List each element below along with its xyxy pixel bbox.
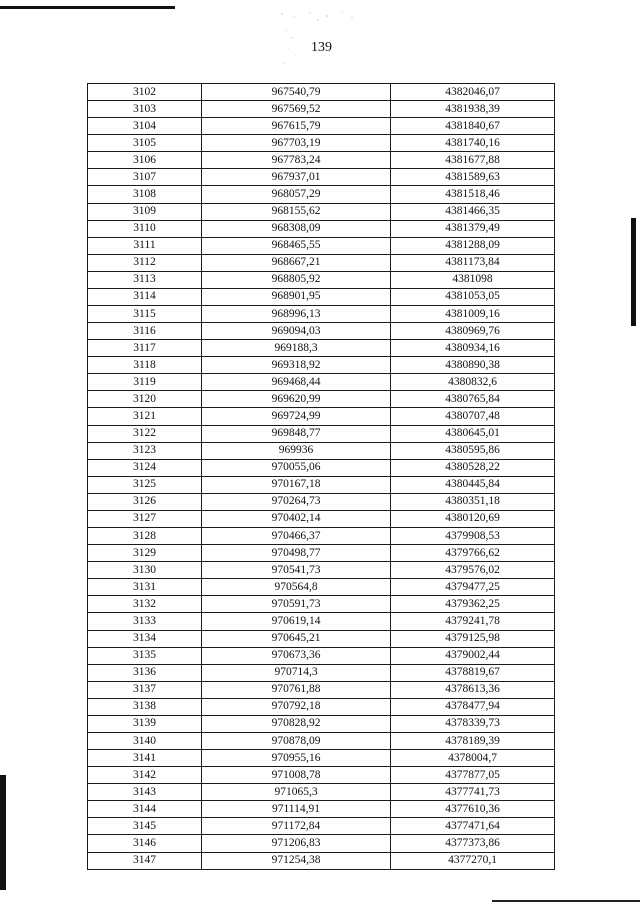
x-coordinate-cell: 969094,03 [202,323,391,340]
y-coordinate-cell: 4380765,84 [391,391,555,408]
x-coordinate-cell: 968057,29 [202,186,391,203]
table-row [88,562,555,579]
x-coordinate-cell: 970402,14 [202,510,391,527]
x-coordinate-cell: 970792,18 [202,698,391,715]
table-row [88,750,555,767]
point-number-cell: 3134 [88,630,202,647]
point-number-cell: 3139 [88,715,202,732]
coordinates-table [87,83,555,870]
x-coordinate-cell: 970878,09 [202,732,391,749]
x-coordinate-cell: 969318,92 [202,357,391,374]
y-coordinate-cell: 4378339,73 [391,715,555,732]
table-row [88,767,555,784]
y-coordinate-cell: 4381589,63 [391,169,555,186]
point-number-cell: 3141 [88,750,202,767]
x-coordinate-cell: 971114,91 [202,801,391,818]
point-number-cell: 3147 [88,852,202,869]
y-coordinate-cell: 4380120,69 [391,510,555,527]
table-row [88,135,555,152]
point-number-cell: 3137 [88,681,202,698]
x-coordinate-cell: 971254,38 [202,852,391,869]
x-coordinate-cell: 967615,79 [202,118,391,135]
y-coordinate-cell: 4377741,73 [391,784,555,801]
table-row [88,545,555,562]
table-row [88,408,555,425]
table-row [88,528,555,545]
x-coordinate-cell: 967783,24 [202,152,391,169]
y-coordinate-cell: 4380934,16 [391,340,555,357]
table-row [88,254,555,271]
y-coordinate-cell: 4378477,94 [391,698,555,715]
point-number-cell: 3127 [88,510,202,527]
point-number-cell: 3126 [88,493,202,510]
y-coordinate-cell: 4379362,25 [391,596,555,613]
table-row [88,101,555,118]
table-row [88,596,555,613]
table-row [88,852,555,869]
y-coordinate-cell: 4377373,86 [391,835,555,852]
y-coordinate-cell: 4379908,53 [391,528,555,545]
x-coordinate-cell: 968308,09 [202,220,391,237]
x-coordinate-cell: 970761,88 [202,681,391,698]
table-row [88,306,555,323]
y-coordinate-cell: 4380595,86 [391,442,555,459]
y-coordinate-cell: 4377270,1 [391,852,555,869]
point-number-cell: 3119 [88,374,202,391]
point-number-cell: 3124 [88,459,202,476]
table-row [88,220,555,237]
x-coordinate-cell: 969188,3 [202,340,391,357]
table-row [88,784,555,801]
table-row [88,681,555,698]
table-row [88,288,555,305]
x-coordinate-cell: 970591,73 [202,596,391,613]
y-coordinate-cell: 4381173,84 [391,254,555,271]
y-coordinate-cell: 4378613,36 [391,681,555,698]
point-number-cell: 3132 [88,596,202,613]
point-number-cell: 3112 [88,254,202,271]
x-coordinate-cell: 971065,3 [202,784,391,801]
x-coordinate-cell: 970619,14 [202,613,391,630]
scan-edge-left [0,775,6,890]
y-coordinate-cell: 4377877,05 [391,767,555,784]
table-row [88,510,555,527]
y-coordinate-cell: 4377471,64 [391,818,555,835]
point-number-cell: 3115 [88,306,202,323]
table-row [88,715,555,732]
x-coordinate-cell: 968805,92 [202,271,391,288]
table-row [88,801,555,818]
y-coordinate-cell: 4382046,07 [391,84,555,101]
x-coordinate-cell: 969848,77 [202,425,391,442]
y-coordinate-cell: 4380832,6 [391,374,555,391]
point-number-cell: 3145 [88,818,202,835]
x-coordinate-cell: 967703,19 [202,135,391,152]
point-number-cell: 3125 [88,476,202,493]
point-number-cell: 3108 [88,186,202,203]
y-coordinate-cell: 4380707,48 [391,408,555,425]
y-coordinate-cell: 4380645,01 [391,425,555,442]
table-row [88,203,555,220]
table-row [88,340,555,357]
point-number-cell: 3128 [88,528,202,545]
point-number-cell: 3133 [88,613,202,630]
y-coordinate-cell: 4377610,36 [391,801,555,818]
y-coordinate-cell: 4380351,18 [391,493,555,510]
point-number-cell: 3138 [88,698,202,715]
x-coordinate-cell: 968465,55 [202,237,391,254]
point-number-cell: 3122 [88,425,202,442]
y-coordinate-cell: 4381938,39 [391,101,555,118]
point-number-cell: 3120 [88,391,202,408]
y-coordinate-cell: 4379477,25 [391,579,555,596]
point-number-cell: 3110 [88,220,202,237]
table-row [88,442,555,459]
x-coordinate-cell: 968996,13 [202,306,391,323]
x-coordinate-cell: 970264,73 [202,493,391,510]
table-row [88,818,555,835]
point-number-cell: 3114 [88,288,202,305]
x-coordinate-cell: 971008,78 [202,767,391,784]
x-coordinate-cell: 970055,06 [202,459,391,476]
point-number-cell: 3144 [88,801,202,818]
point-number-cell: 3117 [88,340,202,357]
scan-edge-bottom [492,900,640,902]
x-coordinate-cell: 967569,52 [202,101,391,118]
y-coordinate-cell: 4381840,67 [391,118,555,135]
point-number-cell: 3113 [88,271,202,288]
point-number-cell: 3109 [88,203,202,220]
point-number-cell: 3103 [88,101,202,118]
y-coordinate-cell: 4381677,88 [391,152,555,169]
x-coordinate-cell: 970167,18 [202,476,391,493]
table-row [88,323,555,340]
coordinates-table-body [88,84,555,870]
x-coordinate-cell: 968901,95 [202,288,391,305]
table-row [88,374,555,391]
y-coordinate-cell: 4381740,16 [391,135,555,152]
x-coordinate-cell: 970673,36 [202,647,391,664]
y-coordinate-cell: 4379002,44 [391,647,555,664]
x-coordinate-cell: 970828,92 [202,715,391,732]
point-number-cell: 3123 [88,442,202,459]
y-coordinate-cell: 4381009,16 [391,306,555,323]
point-number-cell: 3136 [88,664,202,681]
table-row [88,118,555,135]
table-row [88,732,555,749]
y-coordinate-cell: 4379241,78 [391,613,555,630]
table-row [88,237,555,254]
point-number-cell: 3116 [88,323,202,340]
point-number-cell: 3102 [88,84,202,101]
point-number-cell: 3131 [88,579,202,596]
point-number-cell: 3142 [88,767,202,784]
scan-noise-mark [272,8,362,68]
scan-edge-top [0,6,175,9]
point-number-cell: 3130 [88,562,202,579]
table-row [88,630,555,647]
x-coordinate-cell: 971206,83 [202,835,391,852]
y-coordinate-cell: 4378004,7 [391,750,555,767]
x-coordinate-cell: 969620,99 [202,391,391,408]
table-row [88,493,555,510]
point-number-cell: 3121 [88,408,202,425]
y-coordinate-cell: 4379766,62 [391,545,555,562]
table-row [88,613,555,630]
y-coordinate-cell: 4380445,84 [391,476,555,493]
y-coordinate-cell: 4381053,05 [391,288,555,305]
table-row [88,425,555,442]
x-coordinate-cell: 968155,62 [202,203,391,220]
table-row [88,152,555,169]
x-coordinate-cell: 970645,21 [202,630,391,647]
point-number-cell: 3111 [88,237,202,254]
point-number-cell: 3129 [88,545,202,562]
point-number-cell: 3135 [88,647,202,664]
x-coordinate-cell: 968667,21 [202,254,391,271]
scan-edge-right [631,218,636,326]
table-row [88,186,555,203]
x-coordinate-cell: 970714,3 [202,664,391,681]
x-coordinate-cell: 970564,8 [202,579,391,596]
point-number-cell: 3143 [88,784,202,801]
y-coordinate-cell: 4378189,39 [391,732,555,749]
y-coordinate-cell: 4381288,09 [391,237,555,254]
y-coordinate-cell: 4380890,38 [391,357,555,374]
y-coordinate-cell: 4380969,76 [391,323,555,340]
y-coordinate-cell: 4381518,46 [391,186,555,203]
table-row [88,84,555,101]
y-coordinate-cell: 4380528,22 [391,459,555,476]
x-coordinate-cell: 969936 [202,442,391,459]
table-row [88,459,555,476]
x-coordinate-cell: 970541,73 [202,562,391,579]
x-coordinate-cell: 969468,44 [202,374,391,391]
table-row [88,698,555,715]
x-coordinate-cell: 970955,16 [202,750,391,767]
point-number-cell: 3118 [88,357,202,374]
point-number-cell: 3140 [88,732,202,749]
point-number-cell: 3107 [88,169,202,186]
y-coordinate-cell: 4378819,67 [391,664,555,681]
table-row [88,579,555,596]
table-row [88,664,555,681]
x-coordinate-cell: 967540,79 [202,84,391,101]
point-number-cell: 3146 [88,835,202,852]
x-coordinate-cell: 970466,37 [202,528,391,545]
y-coordinate-cell: 4379576,02 [391,562,555,579]
x-coordinate-cell: 969724,99 [202,408,391,425]
y-coordinate-cell: 4381466,35 [391,203,555,220]
y-coordinate-cell: 4379125,98 [391,630,555,647]
table-row [88,647,555,664]
y-coordinate-cell: 4381379,49 [391,220,555,237]
point-number-cell: 3106 [88,152,202,169]
table-row [88,169,555,186]
table-row [88,357,555,374]
page-number: 139 [311,40,332,55]
y-coordinate-cell: 4381098 [391,271,555,288]
table-row [88,835,555,852]
table-row [88,271,555,288]
x-coordinate-cell: 967937,01 [202,169,391,186]
table-row [88,476,555,493]
table-row [88,391,555,408]
point-number-cell: 3105 [88,135,202,152]
point-number-cell: 3104 [88,118,202,135]
x-coordinate-cell: 970498,77 [202,545,391,562]
x-coordinate-cell: 971172,84 [202,818,391,835]
